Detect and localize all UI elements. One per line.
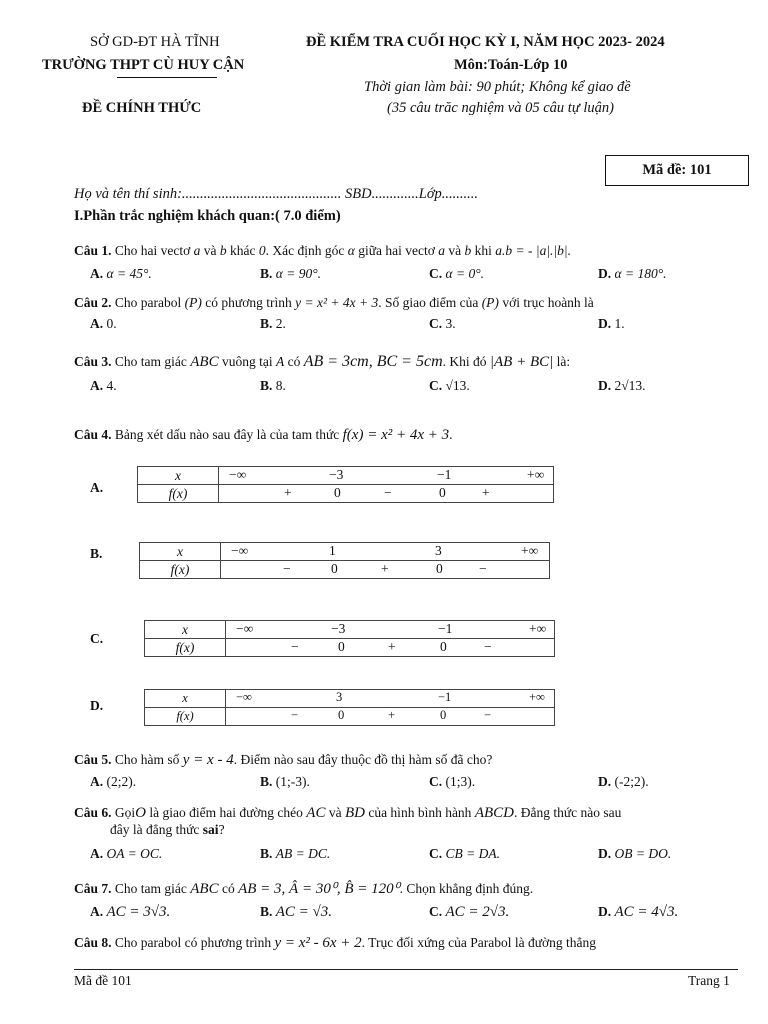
question-text: ? (218, 822, 225, 837)
fx-label: f(x) (145, 639, 226, 657)
math-vector-a: a (193, 243, 201, 258)
tick: +∞ (527, 467, 545, 482)
option-label: A. (90, 846, 104, 861)
option-label: C. (429, 904, 443, 919)
official-label: ĐỀ CHÍNH THỨC (82, 100, 202, 116)
option-b[interactable] (260, 378, 286, 394)
option-label: C. (429, 378, 443, 393)
sign: − (484, 639, 492, 654)
fx-label: f(x) (138, 485, 219, 503)
question-text: . Xác định góc (265, 243, 345, 258)
tick: −3 (331, 621, 346, 636)
question-6 (74, 805, 621, 822)
option-value: OA = OC. (106, 846, 163, 861)
question-text: là: (556, 354, 571, 369)
question-text: . Khi đó (442, 354, 487, 369)
option-label: C. (429, 774, 443, 789)
question-text: . Trục đối xứng của Parabol là đường thẳng (361, 935, 597, 950)
emphasis-false: sai (202, 822, 219, 837)
question-label: Câu 1. (74, 243, 112, 258)
option-value: AC = 2√3. (445, 904, 510, 920)
option-value: (1;-3). (275, 774, 310, 789)
option-value: 8. (275, 378, 286, 393)
section-title: I.Phần trắc nghiệm khách quan:( 7.0 điểm) (74, 208, 341, 224)
math-parallelogram: ABCD (474, 805, 514, 821)
question-8 (74, 935, 596, 952)
math-equation: y = x² - 6x + 2 (274, 935, 362, 951)
question-text: . (449, 427, 453, 442)
school-underline (117, 77, 217, 78)
option-value: AC = √3. (275, 904, 333, 920)
option-b[interactable] (260, 904, 332, 921)
question-label: Câu 2. (74, 295, 112, 310)
option-a[interactable] (90, 846, 162, 862)
sign: + (388, 639, 396, 654)
question-label: Câu 7. (74, 881, 112, 896)
option-value: CB = DA. (445, 846, 500, 861)
option-value: AB = DC. (275, 846, 331, 861)
question-1 (74, 243, 571, 259)
option-b[interactable]: B. (90, 546, 103, 561)
fx-label: f(x) (140, 561, 221, 579)
footer-divider (74, 969, 738, 970)
option-c[interactable] (429, 904, 509, 921)
question-text: với trục hoành là (502, 295, 594, 310)
math-triangle: ABC (190, 881, 219, 897)
tick: +∞ (529, 690, 545, 704)
option-b[interactable] (260, 846, 330, 862)
question-label: Câu 3. (74, 354, 112, 369)
question-text: có (287, 354, 301, 369)
option-a[interactable]: A. (90, 480, 104, 495)
tick: −∞ (236, 621, 254, 636)
question-text: . Chọn khẳng định đúng. (399, 881, 534, 896)
sign: − (484, 708, 492, 722)
math-function: y = x - 4 (182, 752, 234, 768)
sign: − (283, 561, 291, 576)
x-label: x (140, 543, 221, 561)
math-vector-a: a (438, 243, 446, 258)
option-label: D. (598, 378, 612, 393)
question-text: Cho tam giác (114, 881, 187, 896)
option-d[interactable] (598, 774, 649, 790)
option-value: α = 90°. (275, 266, 321, 281)
fx-label: f(x) (145, 708, 226, 726)
option-label: A. (90, 774, 104, 789)
option-d[interactable]: D. (90, 698, 104, 713)
question-text: . Số giao điểm của (378, 295, 479, 310)
question-text: giữa hai vectơ (358, 243, 435, 258)
footer-exam-code: Mã đề 101 (74, 973, 132, 988)
sign-table-c (144, 620, 555, 657)
option-label: D. (598, 846, 612, 861)
option-b[interactable] (260, 266, 321, 282)
math-alpha: α (347, 243, 355, 258)
zero: 0 (331, 561, 338, 576)
question-text: của hình bình hành (368, 805, 472, 820)
option-d[interactable] (598, 846, 671, 862)
sign: − (384, 485, 392, 500)
tick: +∞ (529, 621, 547, 636)
option-c[interactable]: C. (90, 631, 104, 646)
option-label: D. (598, 904, 612, 919)
sign: + (388, 708, 396, 722)
zero: 0 (440, 708, 447, 722)
sign: − (479, 561, 487, 576)
math-given: AB = 3, Â = 30⁰, B̂ = 120⁰ (238, 881, 400, 897)
tick: −1 (437, 467, 452, 482)
question-text: là giao điểm hai đường chéo (149, 805, 303, 820)
question-label: Câu 8. (74, 935, 112, 950)
sign: + (284, 485, 292, 500)
math-condition: a.b = - |a|.|b|. (495, 243, 571, 258)
option-d[interactable] (598, 904, 678, 921)
x-label: x (145, 621, 226, 639)
footer-page-number: Trang 1 (688, 973, 730, 988)
option-value: α = 0°. (445, 266, 484, 281)
sign: + (482, 485, 490, 500)
question-text: Cho parabol có phương trình (114, 935, 272, 950)
question-label: Câu 5. (74, 752, 112, 767)
option-c[interactable] (429, 774, 475, 790)
option-a[interactable] (90, 266, 152, 282)
option-b[interactable] (260, 774, 310, 790)
option-label: C. (429, 846, 443, 861)
tick: 3 (336, 690, 343, 704)
option-label: D. (598, 774, 612, 789)
question-text: Gọi (114, 805, 136, 820)
question-text: và (203, 243, 217, 258)
department-name: SỞ GD-ĐT HÀ TĨNH (90, 34, 220, 50)
option-d[interactable] (598, 316, 625, 332)
option-label: D. (598, 316, 612, 331)
question-7 (74, 879, 533, 898)
tick: −1 (438, 621, 453, 636)
math-parabola-p: (P) (481, 295, 499, 310)
option-value: 4. (106, 378, 117, 393)
question-text: có (221, 881, 235, 896)
option-value: OB = DO. (614, 846, 672, 861)
exam-code-box: Mã đề: 101 (605, 155, 749, 186)
option-value: 0. (106, 316, 117, 331)
sign: − (291, 708, 299, 722)
question-5 (74, 752, 492, 769)
tick: −1 (438, 690, 452, 704)
option-c[interactable] (429, 316, 456, 332)
zero: 0 (338, 639, 345, 654)
option-label: B. (260, 316, 273, 331)
option-value: α = 45°. (106, 266, 152, 281)
sign-table-b (139, 542, 550, 579)
option-a[interactable] (90, 904, 170, 921)
math-vector-b: b (464, 243, 472, 258)
question-text: và (328, 805, 342, 820)
option-value: (2;2). (106, 774, 137, 789)
math-zero: 0 (258, 243, 266, 258)
question-text: . Điểm nào sau đây thuộc đồ thị hàm số đã cho? (233, 752, 493, 767)
math-point-o: O (135, 805, 146, 821)
question-text: đây là đẳng thức (110, 822, 200, 837)
option-label: C. (429, 266, 443, 281)
option-value: 2√13. (614, 378, 646, 393)
math-vertex: A (275, 354, 285, 369)
question-text: và (448, 243, 462, 258)
tick: 1 (329, 543, 336, 558)
option-c[interactable] (429, 846, 500, 862)
math-triangle: ABC (190, 354, 219, 370)
question-text: . Đẳng thức nào sau (513, 805, 622, 820)
option-label: B. (260, 378, 273, 393)
question-count-line: (35 câu trăc nghiệm và 05 câu tự luận) (387, 100, 614, 116)
math-segment: AC (306, 805, 326, 821)
x-label: x (145, 690, 226, 708)
option-label: B. (260, 774, 273, 789)
option-label: D. (598, 266, 612, 281)
question-4 (74, 427, 453, 444)
math-segment: BD (344, 805, 365, 821)
option-value: 1. (614, 316, 625, 331)
option-a[interactable] (90, 316, 117, 332)
math-trinomial: f(x) = x² + 4x + 3 (342, 427, 450, 443)
math-lengths: AB = 3cm, BC = 5cm (303, 353, 443, 370)
question-text: Cho hai vectơ (114, 243, 191, 258)
option-label: A. (90, 316, 104, 331)
question-text: Cho tam giác (114, 354, 187, 369)
math-vector-sum: |AB + BC| (489, 354, 554, 370)
time-line: Thời gian làm bài: 90 phút; Không kể giao đề (364, 79, 631, 95)
tick: 3 (435, 543, 442, 558)
option-a[interactable] (90, 378, 117, 394)
question-label: Câu 6. (74, 805, 112, 820)
option-value: 3. (445, 316, 456, 331)
question-3 (74, 353, 570, 371)
tick: −∞ (231, 543, 249, 558)
sign: + (381, 561, 389, 576)
x-label: x (138, 467, 219, 485)
option-value: (-2;2). (614, 774, 649, 789)
question-text: khi (474, 243, 492, 258)
question-6-continued (110, 822, 225, 838)
question-text: vuông tại (221, 354, 273, 369)
sign: − (291, 639, 299, 654)
zero: 0 (334, 485, 341, 500)
option-label: B. (260, 266, 273, 281)
school-name: TRƯỜNG THPT CÙ HUY CẬN (42, 57, 245, 73)
sign-table-a (137, 466, 554, 503)
question-2 (74, 295, 594, 311)
option-d[interactable] (598, 266, 666, 282)
candidate-info-line: Họ và tên thí sinh:............................................ SBD.............Lớp.......... (74, 186, 479, 202)
tick: +∞ (521, 543, 539, 558)
option-value: 2. (275, 316, 286, 331)
option-c[interactable] (429, 266, 484, 282)
option-label: B. (260, 904, 273, 919)
zero: 0 (439, 485, 446, 500)
exam-title: ĐỀ KIỂM TRA CUỐI HỌC KỲ I, NĂM HỌC 2023- 2024 (306, 34, 665, 50)
question-text: Bảng xét dấu nào sau đây là của tam thức (114, 427, 340, 442)
question-text: Cho hàm số (114, 752, 180, 767)
option-label: B. (260, 846, 273, 861)
zero: 0 (440, 639, 447, 654)
option-c[interactable] (429, 378, 470, 394)
option-b[interactable] (260, 316, 286, 332)
option-a[interactable] (90, 774, 136, 790)
question-text: có phương trình (205, 295, 292, 310)
option-value: √13. (445, 378, 470, 393)
option-value: (1;3). (445, 774, 476, 789)
tick: −∞ (229, 467, 247, 482)
question-label: Câu 4. (74, 427, 112, 442)
option-label: A. (90, 904, 104, 919)
math-vector-b: b (219, 243, 227, 258)
option-value: α = 180°. (614, 266, 667, 281)
zero: 0 (338, 708, 345, 722)
option-value: AC = 3√3. (106, 904, 171, 920)
question-text: Cho parabol (114, 295, 182, 310)
question-text: khác (230, 243, 256, 258)
option-label: A. (90, 378, 104, 393)
zero: 0 (436, 561, 443, 576)
option-value: AC = 4√3. (614, 904, 679, 920)
option-label: C. (429, 316, 443, 331)
sign-table-d (144, 689, 555, 726)
option-d[interactable] (598, 378, 646, 394)
tick: −∞ (236, 690, 252, 704)
math-equation: y = x² + 4x + 3 (295, 295, 379, 310)
option-label: A. (90, 266, 104, 281)
tick: −3 (329, 467, 344, 482)
subject-line: Môn:Toán-Lớp 10 (454, 57, 568, 73)
math-parabola-p: (P) (184, 295, 202, 310)
